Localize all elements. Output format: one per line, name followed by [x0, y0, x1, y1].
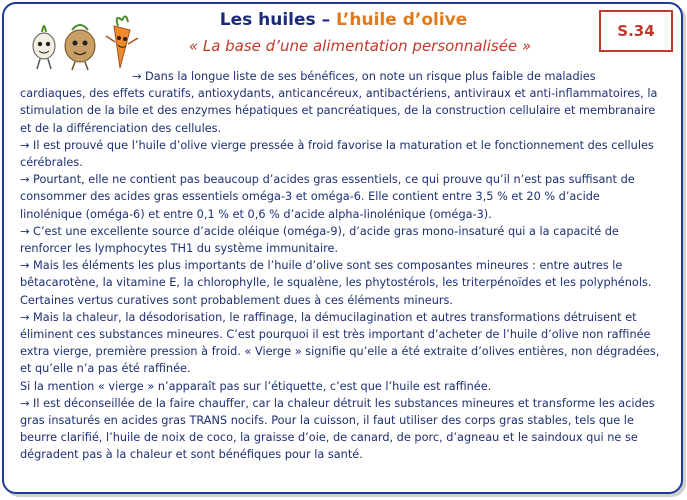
- paragraph: → Dans la longue liste de ses bénéfices, on note un risque plus faible de maladies cardiaques, des effets curatifs, antioxydants, anticancéreux, antibactériens, antiviraux et anti-inflammatoires, la stimulation de la bile et des enzymes hépatiques et pancréatiques, de la construction cellulaire et membranaire et de la différenciation des cellules.: [20, 70, 658, 135]
- paragraph: Si la mention « vierge » n’apparaît pas sur l’étiquette, c’est que l’huile est raffinée.: [20, 379, 492, 393]
- paragraph: → Mais les éléments les plus importants de l’huile d’olive sont ses composantes mineures : entre autres le bêtacarotène, la vitamine E, la chlorophylle, le squalène, les phytostérols, les triterpénoïdes et les polyphénols. Certaines vertus curatives sont probablement dues à ces éléments mineurs.: [20, 259, 652, 307]
- title-main: Les huiles: [219, 10, 316, 30]
- slide-number-badge: S.34: [599, 10, 673, 52]
- title-sub: L’huile d’olive: [336, 10, 468, 30]
- paragraph: → Il est déconseillée de la faire chauffer, car la chaleur détruit les substances mineures et transforme les acides gras insaturés en acides gras TRANS nocifs. Pour la cuisson, il faut utiliser des corps gras stables, tels que le beurre clarifié, l’huile de noix de coco, la graisse d’oie, de canard, de porc, d’agneau et le saindoux qui ne se dégradent pas à la chaleur et sont bénéfiques pour la santé.: [20, 396, 655, 462]
- paragraph: → Il est prouvé que l’huile d’olive vierge pressée à froid favorise la maturation et le fonctionnement des cellules cérébrales.: [20, 138, 654, 170]
- page-subtitle: « La base d’une alimentation personnalisée »: [188, 37, 532, 55]
- body-text: [20, 68, 664, 464]
- paragraph: → Mais la chaleur, la désodorisation, le raffinage, la démucilagination et autres transformations détruisent et éliminent ces substances mineures. C’est pourquoi il est très important d’acheter de l’huile d’olive non raffinée extra vierge, première pression à froid. « Vierge » signifie qu’elle a été extraite d’olives entières, non dégradées, et qu’elle n’a pas été raffinée.: [20, 310, 660, 376]
- title-dash: –: [315, 10, 336, 30]
- paragraph: → Pourtant, elle ne contient pas beaucoup d’acides gras essentiels, ce qui prouve qu’il n’est pas suffisant de consommer des acides gras essentiels oméga-3 et oméga-6. Elle contient entre 3,5 % et 20 % d’acide linolénique (oméga-6) et entre 0,1 % et 0,6 % d’acide alpha-linolénique (oméga-3).: [20, 173, 635, 221]
- paragraph: → C’est une excellente source d’acide oléique (oméga-9), d’acide gras mono-insaturé qui a la capacité de renforcer les lymphocytes TH1 du système immunitaire.: [20, 224, 619, 256]
- page-title: [0, 10, 687, 30]
